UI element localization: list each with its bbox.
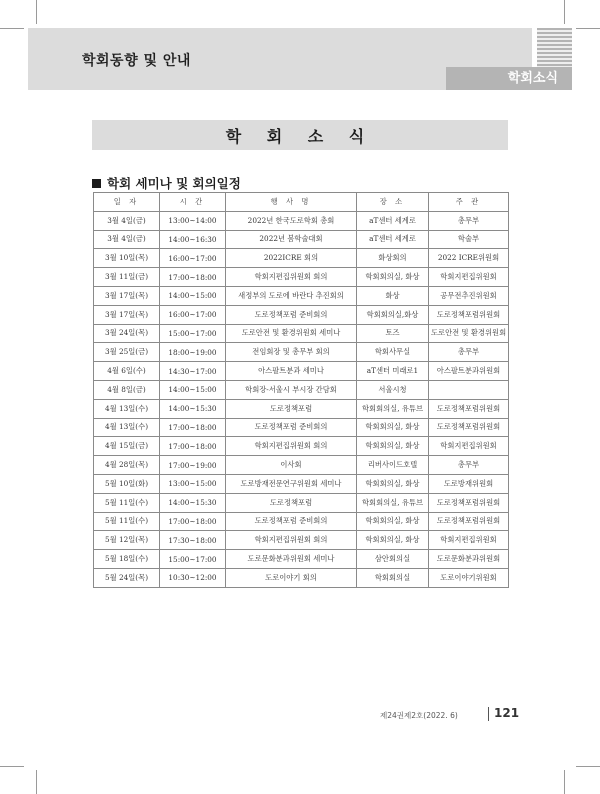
cell-event: 학회장-서울시 부시장 간담회	[226, 380, 357, 399]
cell-organizer: 2022 ICRE위원회	[429, 249, 509, 268]
cell-venue: 학회회의실, 화상	[357, 418, 429, 437]
cell-organizer: 도로문화분과위원회	[429, 550, 509, 569]
cell-event: 이사회	[226, 456, 357, 475]
crop-mark	[576, 28, 600, 29]
cell-organizer: 도로안전 및 환경위원회	[429, 324, 509, 343]
cell-venue: 삼안회의실	[357, 550, 429, 569]
cell-venue: 학회회의실, 화상	[357, 531, 429, 550]
cell-time: 14:00~15:30	[160, 493, 226, 512]
cell-time: 13:00~14:00	[160, 211, 226, 230]
table-row	[94, 512, 509, 531]
category-tab: 학회소식	[446, 67, 572, 90]
table-row	[94, 474, 509, 493]
cell-date: 4월 8일(금)	[94, 380, 160, 399]
cell-date: 5월 24일(목)	[94, 568, 160, 587]
table-header-row	[94, 193, 509, 212]
table-row	[94, 380, 509, 399]
cell-venue: 학회회의실, 유튜브	[357, 399, 429, 418]
cell-time: 14:00~15:00	[160, 286, 226, 305]
cell-organizer: 총무부	[429, 456, 509, 475]
cell-organizer: 도로정책포럼위원회	[429, 512, 509, 531]
cell-time: 17:00~18:00	[160, 418, 226, 437]
cell-date: 3월 4일(금)	[94, 230, 160, 249]
table-row	[94, 286, 509, 305]
table-body	[94, 211, 509, 587]
cell-time: 17:00~18:00	[160, 437, 226, 456]
cell-organizer: 도로정책포럼위원회	[429, 493, 509, 512]
cell-venue: 리버사이드호텔	[357, 456, 429, 475]
cell-event: 도로방재전문연구위원회 세미나	[226, 474, 357, 493]
table-row	[94, 399, 509, 418]
cell-organizer: 도로정책포럼위원회	[429, 418, 509, 437]
cell-date: 3월 17일(목)	[94, 305, 160, 324]
table-row	[94, 343, 509, 362]
cell-venue: 학회사무실	[357, 343, 429, 362]
column-header-event: 행 사 명	[226, 193, 357, 212]
crop-mark	[564, 770, 565, 794]
cell-time: 15:00~17:00	[160, 324, 226, 343]
footer-divider	[488, 707, 489, 721]
cell-venue: 학회회의실, 유튜브	[357, 493, 429, 512]
table-row	[94, 305, 509, 324]
cell-organizer: 아스팔트분과위원회	[429, 362, 509, 381]
cell-event: 학회지편집위원회 회의	[226, 531, 357, 550]
cell-time: 15:00~17:00	[160, 550, 226, 569]
cell-venue: aT센터 세계로	[357, 211, 429, 230]
table-row	[94, 493, 509, 512]
cell-date: 3월 4일(금)	[94, 211, 160, 230]
cell-venue: aT센터 미래로1	[357, 362, 429, 381]
cell-event: 도로정책포럼 준비회의	[226, 305, 357, 324]
schedule-table	[93, 192, 509, 588]
cell-organizer: 학회지편집위원회	[429, 268, 509, 287]
table-row	[94, 230, 509, 249]
cell-event: 2022ICRE 회의	[226, 249, 357, 268]
cell-time: 18:00~19:00	[160, 343, 226, 362]
cell-time: 14:00~16:30	[160, 230, 226, 249]
cell-date: 3월 17일(목)	[94, 286, 160, 305]
cell-time: 17:00~18:00	[160, 268, 226, 287]
table-row	[94, 211, 509, 230]
cell-venue: aT센터 세계로	[357, 230, 429, 249]
cell-time: 14:00~15:00	[160, 380, 226, 399]
table-row	[94, 362, 509, 381]
column-header-venue: 장 소	[357, 193, 429, 212]
cell-event: 도로안전 및 환경위원회 세미나	[226, 324, 357, 343]
cell-organizer: 도로정책포럼위원회	[429, 399, 509, 418]
cell-organizer: 학술부	[429, 230, 509, 249]
issue-info: 제24권제2호(2022. 6)	[380, 711, 458, 720]
cell-organizer: 학회지편집위원회	[429, 437, 509, 456]
column-header-date: 일 자	[94, 193, 160, 212]
page-number: 121	[494, 706, 520, 720]
sub-heading	[92, 174, 241, 192]
cell-event: 도로정책포럼 준비회의	[226, 418, 357, 437]
cell-organizer: 공무전추진위원회	[429, 286, 509, 305]
cell-event: 학회지편집위원회 회의	[226, 268, 357, 287]
sub-heading-text: 학회 세미나 및 회의일정	[107, 176, 241, 191]
cell-venue: 학회회의실, 화상	[357, 474, 429, 493]
cell-date: 5월 12일(목)	[94, 531, 160, 550]
cell-organizer: 도로이야기위원회	[429, 568, 509, 587]
crop-mark	[564, 0, 565, 24]
cell-date: 3월 10일(목)	[94, 249, 160, 268]
cell-event: 새정부의 도로에 바란다 추진회의	[226, 286, 357, 305]
cell-event: 도로문화분과위원회 세미나	[226, 550, 357, 569]
table-row	[94, 568, 509, 587]
cell-date: 5월 10일(화)	[94, 474, 160, 493]
cell-venue: 화상회의	[357, 249, 429, 268]
cell-venue: 학회회의실, 화상	[357, 437, 429, 456]
cell-event: 아스팔트분과 세미나	[226, 362, 357, 381]
cell-event: 학회지편집위원회 회의	[226, 437, 357, 456]
cell-time: 14:00~15:30	[160, 399, 226, 418]
table-row	[94, 456, 509, 475]
cell-event: 2022년 봄학술대회	[226, 230, 357, 249]
cell-event: 도로정책포럼	[226, 493, 357, 512]
cell-event: 2022년 한국도로학회 총회	[226, 211, 357, 230]
square-bullet-icon	[92, 179, 101, 188]
crop-mark	[36, 0, 37, 24]
cell-venue: 학회회의실, 화상	[357, 512, 429, 531]
cell-organizer: 총무부	[429, 343, 509, 362]
cell-event: 전임회장 및 총무부 회의	[226, 343, 357, 362]
crop-mark	[576, 766, 600, 767]
cell-date: 4월 13일(수)	[94, 418, 160, 437]
cell-time: 10:30~12:00	[160, 568, 226, 587]
cell-date: 4월 6일(수)	[94, 362, 160, 381]
table-row	[94, 268, 509, 287]
column-header-time: 시 간	[160, 193, 226, 212]
cell-venue: 학회회의실	[357, 568, 429, 587]
cell-event: 도로정책포럼	[226, 399, 357, 418]
cell-date: 4월 15일(금)	[94, 437, 160, 456]
cell-time: 14:30~17:00	[160, 362, 226, 381]
column-header-organizer: 주 관	[429, 193, 509, 212]
cell-time: 17:30~18:00	[160, 531, 226, 550]
cell-time: 17:00~19:00	[160, 456, 226, 475]
page-title: 학 회 소 식	[92, 120, 508, 150]
cell-time: 17:00~18:00	[160, 512, 226, 531]
cell-time: 16:00~17:00	[160, 305, 226, 324]
crop-mark	[36, 770, 37, 794]
cell-date: 4월 13일(수)	[94, 399, 160, 418]
cell-venue: 토즈	[357, 324, 429, 343]
cell-date: 5월 11일(수)	[94, 493, 160, 512]
table-row	[94, 418, 509, 437]
cell-event: 도로정책포럼 준비회의	[226, 512, 357, 531]
section-title: 학회동향 및 안내	[82, 53, 191, 69]
cell-time: 13:00~15:00	[160, 474, 226, 493]
cell-venue: 화상	[357, 286, 429, 305]
table-row	[94, 324, 509, 343]
table-row	[94, 531, 509, 550]
cell-date: 3월 24일(목)	[94, 324, 160, 343]
crop-mark	[0, 766, 24, 767]
cell-organizer: 총무부	[429, 211, 509, 230]
cell-venue: 학회회의실, 화상	[357, 268, 429, 287]
cell-date: 3월 11일(금)	[94, 268, 160, 287]
cell-date: 3월 25일(금)	[94, 343, 160, 362]
cell-date: 5월 18일(수)	[94, 550, 160, 569]
cell-organizer: 도로방재위원회	[429, 474, 509, 493]
cell-organizer	[429, 380, 509, 399]
cell-venue: 서울시청	[357, 380, 429, 399]
cell-date: 4월 28일(목)	[94, 456, 160, 475]
table-row	[94, 249, 509, 268]
cell-venue: 학회회의실,화상	[357, 305, 429, 324]
cell-event: 도로이야기 회의	[226, 568, 357, 587]
table-row	[94, 550, 509, 569]
cell-time: 16:00~17:00	[160, 249, 226, 268]
crop-mark	[0, 28, 24, 29]
cell-date: 5월 11일(수)	[94, 512, 160, 531]
cell-organizer: 학회지편집위원회	[429, 531, 509, 550]
cell-organizer: 도로정책포럼위원회	[429, 305, 509, 324]
table-row	[94, 437, 509, 456]
